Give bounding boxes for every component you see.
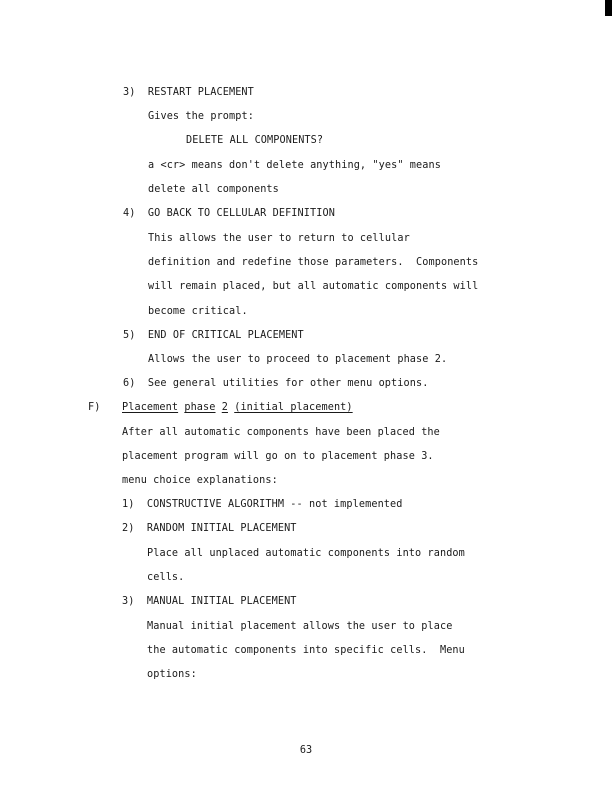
- prompt-text: DELETE ALL COMPONENTS?: [186, 135, 324, 146]
- phase2-intro-2: placement program will go on to placement phase 3.: [122, 451, 434, 462]
- restart-desc-3: delete all components: [148, 184, 279, 195]
- heading-word-2: phase: [184, 402, 216, 413]
- manual-desc-2: the automatic components into specific cells. Menu: [147, 645, 465, 656]
- heading-word-4: (initial placement): [234, 402, 353, 413]
- heading-word-1: Placement: [122, 402, 179, 413]
- item-random-initial: 2) RANDOM INITIAL PLACEMENT: [122, 523, 297, 534]
- go-back-desc-2: definition and redefine those parameters. Components: [148, 257, 479, 268]
- phase2-intro-1: After all automatic components have been placed the: [122, 427, 440, 438]
- random-desc-2: cells.: [147, 572, 185, 583]
- manual-desc-1: Manual initial placement allows the user to place: [147, 621, 453, 632]
- end-critical-desc: Allows the user to proceed to placement phase 2.: [148, 354, 448, 365]
- manual-desc-3: options:: [147, 669, 197, 680]
- item-end-critical: 5) END OF CRITICAL PLACEMENT: [123, 330, 304, 341]
- go-back-desc-4: become critical.: [148, 306, 248, 317]
- item-general-utilities: 6) See general utilities for other menu options.: [123, 378, 429, 389]
- menu-choice-heading: menu choice explanations:: [122, 475, 278, 486]
- section-heading-placement-phase-2: [122, 401, 353, 415]
- item-go-back-cellular: 4) GO BACK TO CELLULAR DEFINITION: [123, 208, 335, 219]
- restart-desc: Gives the prompt:: [148, 111, 254, 122]
- section-label-f: F): [88, 402, 101, 413]
- heading-word-3: 2: [221, 402, 228, 413]
- random-desc-1: Place all unplaced automatic components into random: [147, 548, 465, 559]
- go-back-desc-3: will remain placed, but all automatic components will: [148, 281, 479, 292]
- scan-corner-mark: [605, 0, 612, 16]
- go-back-desc-1: This allows the user to return to cellular: [148, 233, 410, 244]
- page-number: 63: [299, 745, 313, 756]
- item-manual-initial: 3) MANUAL INITIAL PLACEMENT: [122, 596, 297, 607]
- item-restart-placement: 3) RESTART PLACEMENT: [123, 87, 254, 98]
- item-constructive-algorithm: 1) CONSTRUCTIVE ALGORITHM -- not implemented: [122, 499, 403, 510]
- restart-desc-2: a <cr> means don't delete anything, "yes" means: [148, 160, 441, 171]
